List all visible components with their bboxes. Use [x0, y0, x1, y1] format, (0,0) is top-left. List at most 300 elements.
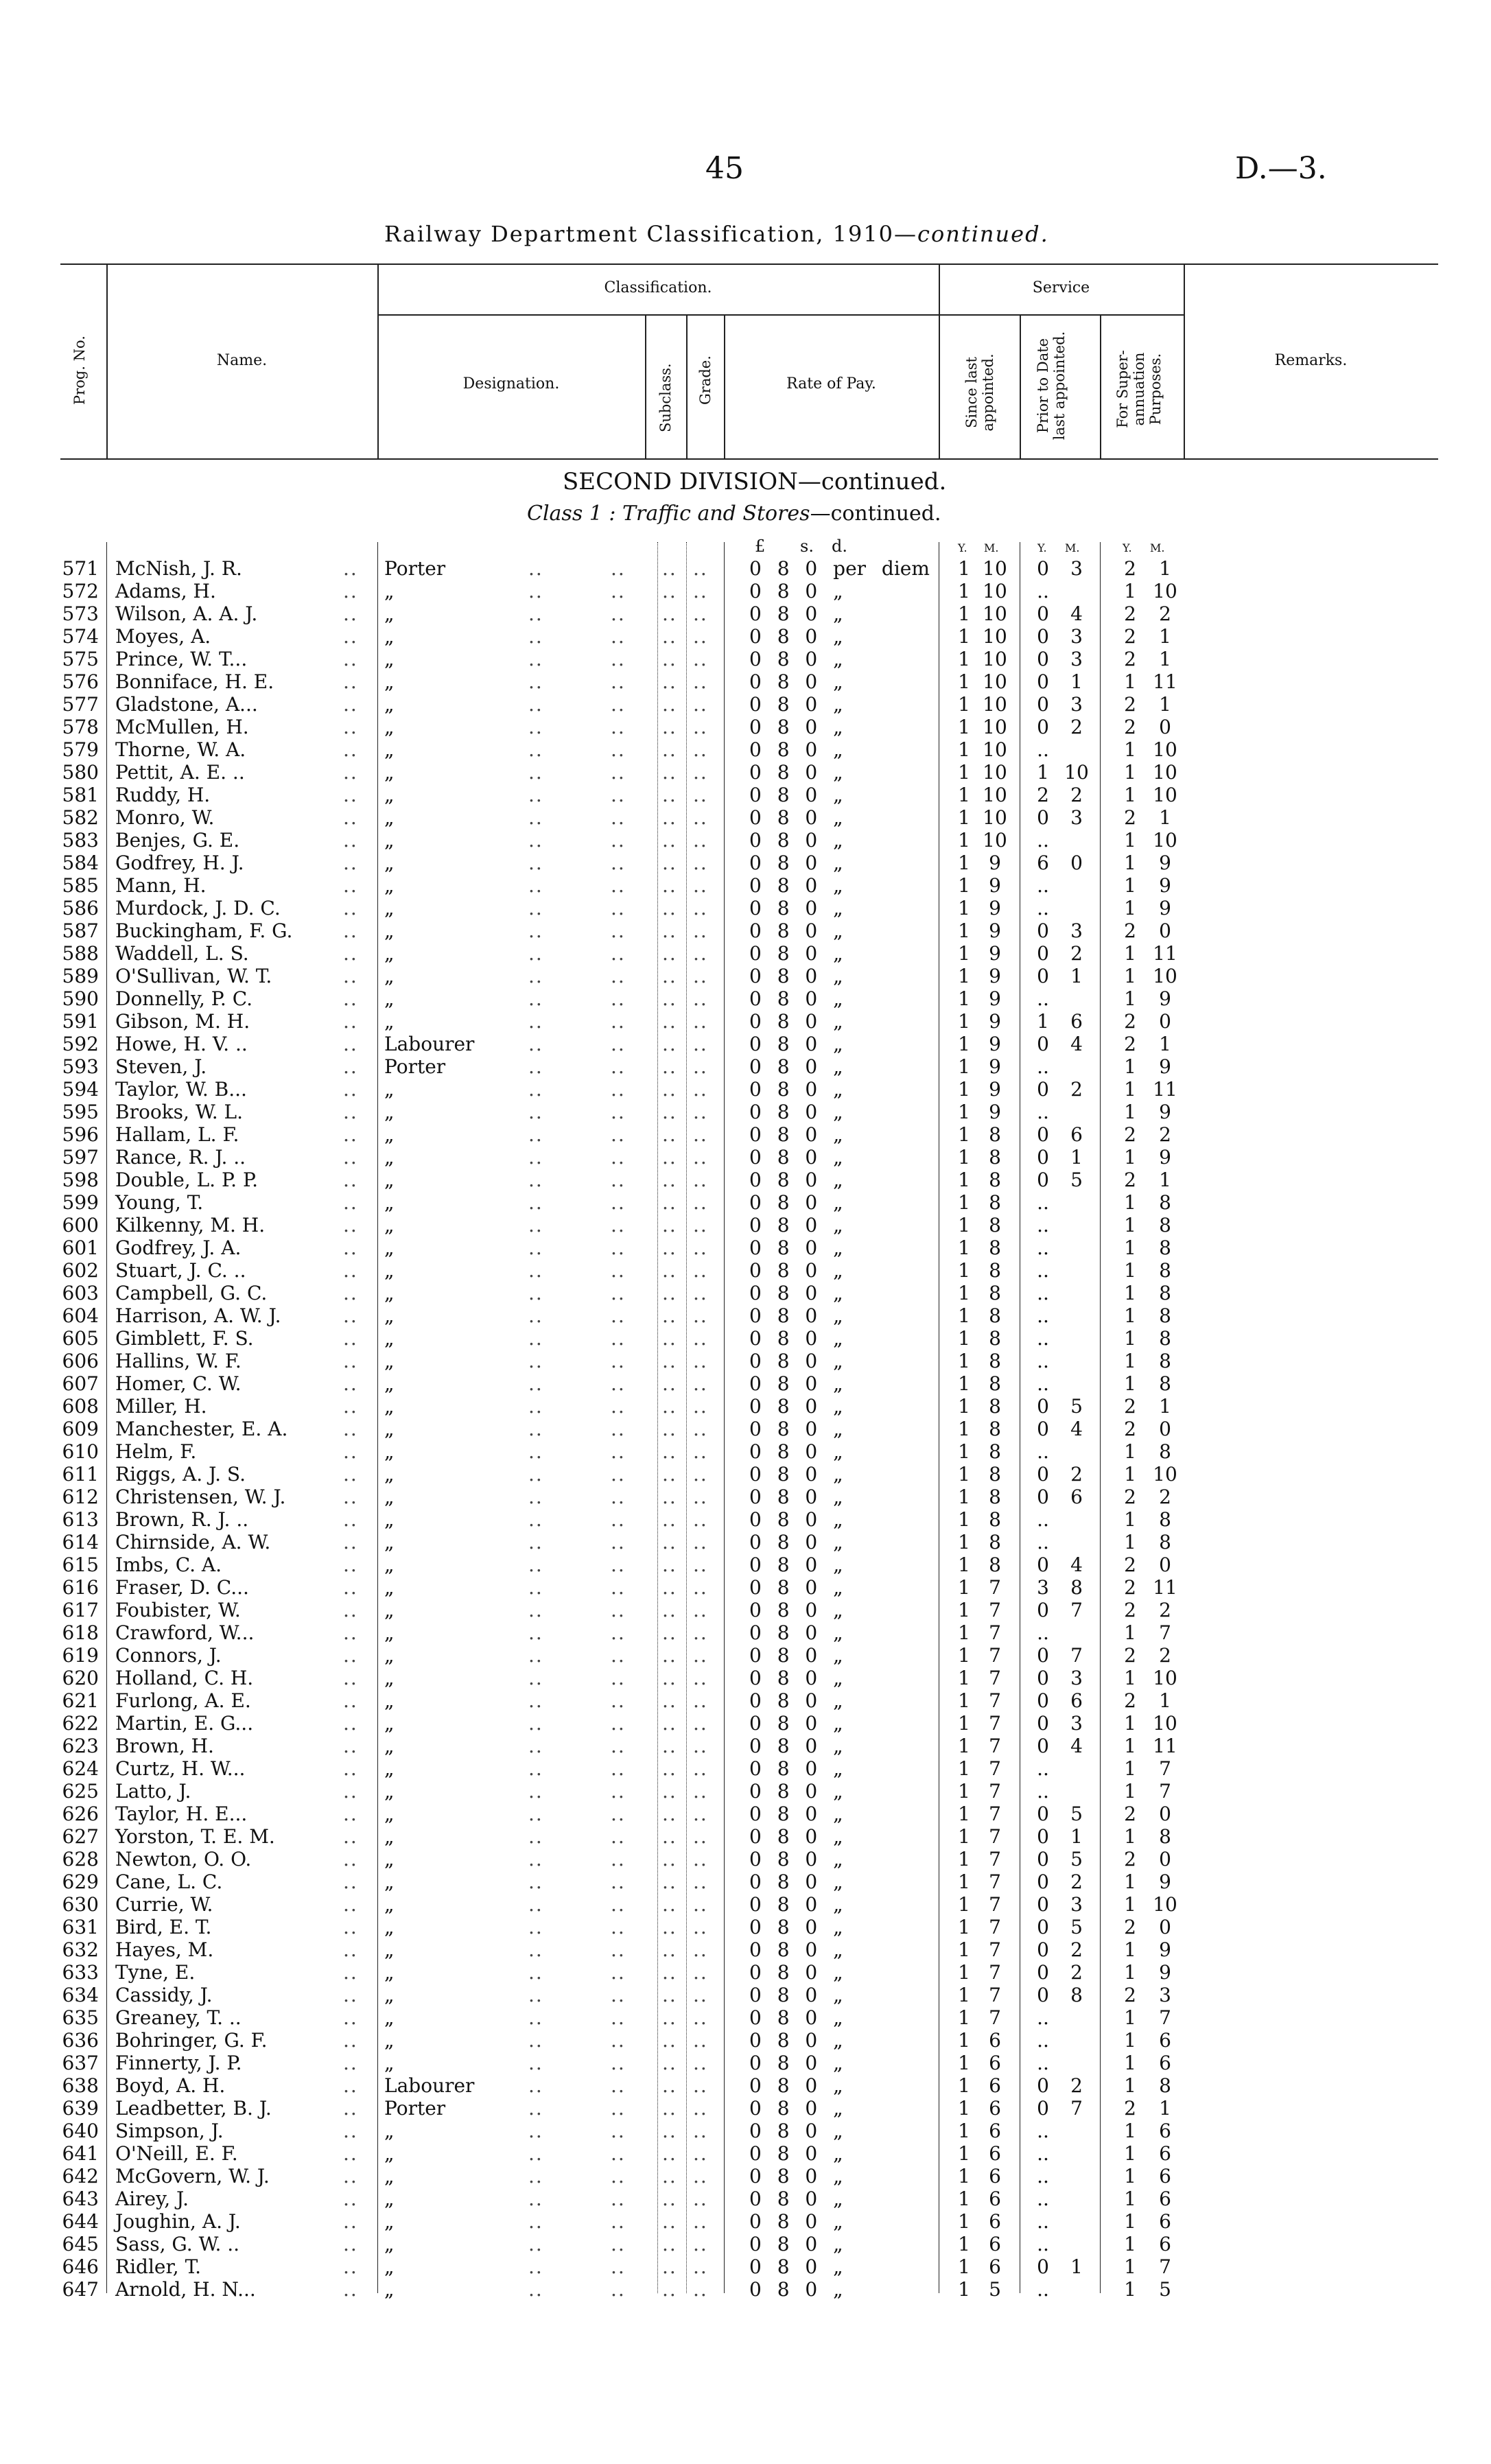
since-years: 1 [958, 1440, 970, 1463]
leader-dots: .. [343, 1576, 358, 1599]
since-months: 6 [989, 2120, 1001, 2142]
super-months: 0 [1159, 1010, 1171, 1033]
prog-number: 633 [62, 1961, 99, 1984]
since-months: 10 [983, 580, 1007, 602]
leader-dots: .. [528, 2187, 543, 2210]
leader-dots: .. [693, 1984, 708, 2006]
prog-number: 617 [62, 1599, 99, 1621]
leader-dots: .. [662, 2210, 677, 2233]
prior-years: .. [1037, 2187, 1049, 2210]
leader-dots: .. [528, 1599, 543, 1621]
table-row [0, 806, 1491, 829]
since-months: 7 [989, 1938, 1001, 1961]
prior-months: 1 [1070, 965, 1083, 987]
super-months: 2 [1159, 1599, 1171, 1621]
table-row [0, 716, 1491, 738]
since-months: 8 [989, 1169, 1001, 1191]
table-row [0, 965, 1491, 987]
since-years: 1 [958, 1689, 970, 1712]
leader-dots: .. [611, 1372, 626, 1395]
since-months: 8 [989, 1531, 1001, 1553]
since-years: 1 [958, 1644, 970, 1667]
prog-number: 634 [62, 1984, 99, 2006]
table-row [0, 1123, 1491, 1146]
rate-of-pay: 0 8 0 „ [749, 2074, 843, 2097]
leader-dots: .. [662, 1191, 677, 1214]
leader-dots: .. [662, 1282, 677, 1304]
leader-dots: .. [343, 1893, 358, 1916]
leader-dots: .. [528, 942, 543, 965]
leader-dots: .. [528, 1486, 543, 1508]
prog-number: 613 [62, 1508, 99, 1531]
leader-dots: .. [343, 1010, 358, 1033]
designation: „ [384, 2278, 395, 2301]
table-row [0, 1780, 1491, 1803]
designation: „ [384, 852, 395, 874]
rate-of-pay: 0 8 0 „ [749, 1463, 843, 1486]
leader-dots: .. [528, 2120, 543, 2142]
employee-name: Mann, H. [115, 874, 207, 897]
rate-of-pay: 0 8 0 „ [749, 1576, 843, 1599]
rate-of-pay: 0 8 0 „ [749, 2165, 843, 2187]
designation: „ [384, 874, 395, 897]
prior-years: 0 [1037, 2255, 1049, 2278]
leader-dots: .. [693, 2052, 708, 2074]
super-months: 10 [1153, 784, 1177, 806]
since-months: 7 [989, 1757, 1001, 1780]
designation: „ [384, 2255, 395, 2278]
leader-dots: .. [693, 1848, 708, 1870]
leader-dots: .. [662, 1712, 677, 1735]
since-months: 10 [983, 625, 1007, 648]
table-row [0, 2074, 1491, 2097]
leader-dots: .. [343, 1327, 358, 1350]
leader-dots: .. [662, 1780, 677, 1803]
leader-dots: .. [662, 1757, 677, 1780]
page-title-italic: continued. [917, 221, 1049, 247]
rate-of-pay: 0 8 0 „ [749, 942, 843, 965]
prior-years: 0 [1037, 1961, 1049, 1984]
leader-dots: .. [662, 1033, 677, 1055]
leader-dots: .. [693, 738, 708, 761]
since-years: 1 [958, 602, 970, 625]
leader-dots: .. [662, 1055, 677, 1078]
designation: „ [384, 1463, 395, 1486]
prior-years: .. [1037, 1055, 1049, 1078]
super-years: 2 [1124, 1033, 1136, 1055]
since-months: 10 [983, 648, 1007, 670]
super-months: 0 [1159, 716, 1171, 738]
since-years: 1 [958, 1101, 970, 1123]
leader-dots: .. [528, 1055, 543, 1078]
since-years: 1 [958, 1463, 970, 1486]
rate-of-pay: 0 8 0 „ [749, 602, 843, 625]
prior-years: .. [1037, 1621, 1049, 1644]
leader-dots: .. [343, 987, 358, 1010]
rate-of-pay: 0 8 0 „ [749, 1599, 843, 1621]
prog-number: 585 [62, 874, 99, 897]
prog-number: 622 [62, 1712, 99, 1735]
designation: „ [384, 1327, 395, 1350]
rate-of-pay: 0 8 0 „ [749, 1848, 843, 1870]
employee-name: Airey, J. [115, 2187, 189, 2210]
since-months: 8 [989, 1395, 1001, 1418]
prior-months: 3 [1070, 557, 1083, 580]
since-months: 7 [989, 2006, 1001, 2029]
rate-of-pay: 0 8 0 „ [749, 1553, 843, 1576]
since-months: 9 [989, 1078, 1001, 1101]
super-years: 1 [1124, 1825, 1136, 1848]
rate-of-pay: 0 8 0 „ [749, 1033, 843, 1055]
col-rule-designation [645, 314, 646, 458]
leader-dots: .. [343, 829, 358, 852]
prior-years: 0 [1037, 1667, 1049, 1689]
unit-pence: d. [832, 537, 847, 556]
super-months: 10 [1153, 965, 1177, 987]
since-years: 1 [958, 2074, 970, 2097]
since-months: 6 [989, 2052, 1001, 2074]
super-years: 2 [1124, 919, 1136, 942]
prior-years: .. [1037, 2210, 1049, 2233]
leader-dots: .. [611, 1825, 626, 1848]
designation: „ [384, 2052, 395, 2074]
designation: „ [384, 1236, 395, 1259]
leader-dots: .. [611, 1916, 626, 1938]
prog-number: 624 [62, 1757, 99, 1780]
leader-dots: .. [611, 1078, 626, 1101]
table-row [0, 2052, 1491, 2074]
section-title: SECOND DIVISION—continued. [563, 468, 947, 495]
super-months: 11 [1153, 1078, 1177, 1101]
leader-dots: .. [343, 1531, 358, 1553]
prog-number: 581 [62, 784, 99, 806]
leader-dots: .. [528, 2278, 543, 2301]
leader-dots: .. [611, 1010, 626, 1033]
prior-years: 0 [1037, 1463, 1049, 1486]
super-months: 0 [1159, 1916, 1171, 1938]
since-months: 9 [989, 1010, 1001, 1033]
super-years: 1 [1124, 1327, 1136, 1350]
prog-number: 619 [62, 1644, 99, 1667]
leader-dots: .. [662, 1689, 677, 1712]
leader-dots: .. [528, 716, 543, 738]
since-months: 8 [989, 1327, 1001, 1350]
employee-name: Taylor, W. B... [115, 1078, 247, 1101]
leader-dots: .. [343, 1191, 358, 1214]
rate-of-pay: 0 8 0 „ [749, 648, 843, 670]
super-years: 2 [1124, 648, 1136, 670]
leader-dots: .. [693, 2142, 708, 2165]
leader-dots: .. [343, 1848, 358, 1870]
leader-dots: .. [611, 2097, 626, 2120]
leader-dots: .. [611, 1735, 626, 1757]
prior-years: 0 [1037, 919, 1049, 942]
leader-dots: .. [662, 1848, 677, 1870]
super-months: 1 [1159, 806, 1171, 829]
leader-dots: .. [662, 1418, 677, 1440]
unit-super-months: M. [1150, 541, 1165, 554]
table-row [0, 2210, 1491, 2233]
leader-dots: .. [693, 1033, 708, 1055]
designation: „ [384, 829, 395, 852]
leader-dots: .. [693, 1712, 708, 1735]
leader-dots: .. [343, 784, 358, 806]
designation: „ [384, 1689, 395, 1712]
super-years: 2 [1124, 557, 1136, 580]
designation: „ [384, 1508, 395, 1531]
designation: „ [384, 716, 395, 738]
leader-dots: .. [662, 1123, 677, 1146]
table-row [0, 1689, 1491, 1712]
leader-dots: .. [611, 557, 626, 580]
leader-dots: .. [693, 1146, 708, 1169]
super-months: 7 [1159, 1780, 1171, 1803]
leader-dots: .. [343, 2278, 358, 2301]
leader-dots: .. [343, 2142, 358, 2165]
leader-dots: .. [611, 1440, 626, 1463]
leader-dots: .. [693, 1735, 708, 1757]
employee-name: Miller, H. [115, 1395, 207, 1418]
leader-dots: .. [611, 2233, 626, 2255]
employee-name: Prince, W. T... [115, 648, 248, 670]
leader-dots: .. [611, 1689, 626, 1712]
leader-dots: .. [528, 1870, 543, 1893]
leader-dots: .. [611, 2120, 626, 2142]
table-row [0, 1463, 1491, 1486]
since-years: 1 [958, 1259, 970, 1282]
leader-dots: .. [528, 965, 543, 987]
super-months: 8 [1159, 1350, 1171, 1372]
leader-dots: .. [528, 1508, 543, 1531]
header-prior-to-date-text: Prior to Date last appointed. [1035, 331, 1068, 441]
since-months: 7 [989, 1735, 1001, 1757]
prior-years: .. [1037, 1101, 1049, 1123]
prior-months: 1 [1070, 1825, 1083, 1848]
since-years: 1 [958, 1395, 970, 1418]
leader-dots: .. [611, 965, 626, 987]
leader-dots: .. [693, 852, 708, 874]
prior-years: .. [1037, 580, 1049, 602]
leader-dots: .. [662, 919, 677, 942]
super-months: 0 [1159, 1418, 1171, 1440]
since-months: 10 [983, 716, 1007, 738]
prior-months: 3 [1070, 806, 1083, 829]
leader-dots: .. [611, 942, 626, 965]
header-name: Name. [216, 352, 268, 369]
since-months: 10 [983, 693, 1007, 716]
leader-dots: .. [662, 670, 677, 693]
super-years: 1 [1124, 1146, 1136, 1169]
leader-dots: .. [611, 1327, 626, 1350]
leader-dots: .. [343, 1780, 358, 1803]
table-row [0, 761, 1491, 784]
designation: „ [384, 1667, 395, 1689]
leader-dots: .. [528, 1010, 543, 1033]
leader-dots: .. [528, 761, 543, 784]
designation: „ [384, 1395, 395, 1418]
table-row [0, 557, 1491, 580]
prior-years: 0 [1037, 1803, 1049, 1825]
rate-of-pay: 0 8 0 „ [749, 2233, 843, 2255]
rate-of-pay: 0 8 0 „ [749, 1667, 843, 1689]
prior-years: .. [1037, 2120, 1049, 2142]
super-months: 2 [1159, 1644, 1171, 1667]
prog-number: 647 [62, 2278, 99, 2301]
leader-dots: .. [693, 1463, 708, 1486]
designation: „ [384, 1916, 395, 1938]
super-years: 1 [1124, 1712, 1136, 1735]
leader-dots: .. [528, 1327, 543, 1350]
super-months: 1 [1159, 648, 1171, 670]
super-years: 1 [1124, 2165, 1136, 2187]
table-row [0, 1191, 1491, 1214]
rate-of-pay: 0 8 0 „ [749, 1372, 843, 1395]
super-years: 2 [1124, 1169, 1136, 1191]
table-row [0, 1033, 1491, 1055]
prior-years: 0 [1037, 1146, 1049, 1169]
super-years: 1 [1124, 1621, 1136, 1644]
prior-years: .. [1037, 829, 1049, 852]
since-years: 1 [958, 919, 970, 942]
prior-months: 4 [1070, 1418, 1083, 1440]
prog-number: 575 [62, 648, 99, 670]
super-months: 11 [1153, 1735, 1177, 1757]
rate-of-pay: 0 8 0 „ [749, 829, 843, 852]
super-years: 1 [1124, 1508, 1136, 1531]
leader-dots: .. [528, 1033, 543, 1055]
leader-dots: .. [611, 1304, 626, 1327]
employee-name: Double, L. P. P. [115, 1169, 259, 1191]
super-months: 9 [1159, 852, 1171, 874]
leader-dots: .. [693, 1440, 708, 1463]
since-months: 7 [989, 1599, 1001, 1621]
prior-years: 0 [1037, 1123, 1049, 1146]
leader-dots: .. [693, 2187, 708, 2210]
prog-number: 625 [62, 1780, 99, 1803]
leader-dots: .. [343, 1214, 358, 1236]
rate-of-pay: 0 8 0 „ [749, 897, 843, 919]
super-months: 10 [1153, 1463, 1177, 1486]
leader-dots: .. [343, 874, 358, 897]
leader-dots: .. [343, 1486, 358, 1508]
since-months: 9 [989, 852, 1001, 874]
leader-dots: .. [528, 602, 543, 625]
table-row [0, 829, 1491, 852]
super-months: 6 [1159, 2187, 1171, 2210]
header-since-last-text: Since last appointed. [963, 353, 996, 432]
table-row [0, 1395, 1491, 1418]
employee-name: Chirnside, A. W. [115, 1531, 271, 1553]
prior-years: 0 [1037, 1486, 1049, 1508]
leader-dots: .. [528, 1395, 543, 1418]
rate-of-pay: 0 8 0 „ [749, 1055, 843, 1078]
rate-of-pay: 0 8 0 „ [749, 1916, 843, 1938]
leader-dots: .. [343, 648, 358, 670]
rate-of-pay: 0 8 0 „ [749, 1757, 843, 1780]
super-months: 6 [1159, 2052, 1171, 2074]
leader-dots: .. [343, 1033, 358, 1055]
table-row [0, 1418, 1491, 1440]
super-months: 8 [1159, 1259, 1171, 1282]
designation: „ [384, 693, 395, 716]
prog-number: 599 [62, 1191, 99, 1214]
unit-since-months: M. [984, 541, 999, 554]
since-years: 1 [958, 716, 970, 738]
prior-years: .. [1037, 897, 1049, 919]
prior-years: 0 [1037, 1599, 1049, 1621]
prior-months: 2 [1070, 2074, 1083, 2097]
employee-name: Currie, W. [115, 1893, 213, 1916]
leader-dots: .. [611, 1712, 626, 1735]
leader-dots: .. [662, 1599, 677, 1621]
leader-dots: .. [528, 648, 543, 670]
prog-number: 640 [62, 2120, 99, 2142]
super-months: 11 [1153, 1576, 1177, 1599]
header-superannuation-text: For Super-annuation Purposes. [1114, 350, 1164, 428]
employee-name: Homer, C. W. [115, 1372, 242, 1395]
leader-dots: .. [662, 852, 677, 874]
since-years: 1 [958, 1735, 970, 1757]
super-months: 10 [1153, 580, 1177, 602]
table-row [0, 1055, 1491, 1078]
rate-of-pay: 0 8 0 „ [749, 1780, 843, 1803]
leader-dots: .. [611, 897, 626, 919]
since-months: 6 [989, 2233, 1001, 2255]
leader-dots: .. [528, 1191, 543, 1214]
prior-months: 3 [1070, 1667, 1083, 1689]
since-years: 1 [958, 2006, 970, 2029]
leader-dots: .. [662, 987, 677, 1010]
prog-number: 623 [62, 1735, 99, 1757]
since-years: 1 [958, 1667, 970, 1689]
employee-name: Riggs, A. J. S. [115, 1463, 246, 1486]
since-years: 1 [958, 965, 970, 987]
prog-number: 591 [62, 1010, 99, 1033]
table-row [0, 1825, 1491, 1848]
prior-months: 3 [1070, 1893, 1083, 1916]
since-months: 8 [989, 1236, 1001, 1259]
leader-dots: .. [662, 2097, 677, 2120]
since-years: 1 [958, 829, 970, 852]
designation: „ [384, 1780, 395, 1803]
prior-months: 7 [1070, 2097, 1083, 2120]
employee-name: Holland, C. H. [115, 1667, 254, 1689]
prog-number: 572 [62, 580, 99, 602]
employee-name: Hayes, M. [115, 1938, 214, 1961]
super-years: 1 [1124, 897, 1136, 919]
leader-dots: .. [693, 1961, 708, 1984]
table-row [0, 1350, 1491, 1372]
leader-dots: .. [693, 2120, 708, 2142]
leader-dots: .. [611, 1395, 626, 1418]
employee-name: Joughin, A. J. [115, 2210, 241, 2233]
rate-of-pay: 0 8 0 „ [749, 670, 843, 693]
rate-of-pay: 0 8 0 „ [749, 1236, 843, 1259]
rate-of-pay: 0 8 0 „ [749, 1803, 843, 1825]
leader-dots: .. [662, 2255, 677, 2278]
since-years: 1 [958, 738, 970, 761]
prog-number: 600 [62, 1214, 99, 1236]
super-months: 10 [1153, 1893, 1177, 1916]
leader-dots: .. [343, 1938, 358, 1961]
page-number: 45 [705, 151, 744, 186]
super-months: 10 [1153, 761, 1177, 784]
prog-number: 604 [62, 1304, 99, 1327]
leader-dots: .. [662, 1146, 677, 1169]
table-row [0, 1599, 1491, 1621]
leader-dots: .. [611, 1531, 626, 1553]
leader-dots: .. [611, 2074, 626, 2097]
